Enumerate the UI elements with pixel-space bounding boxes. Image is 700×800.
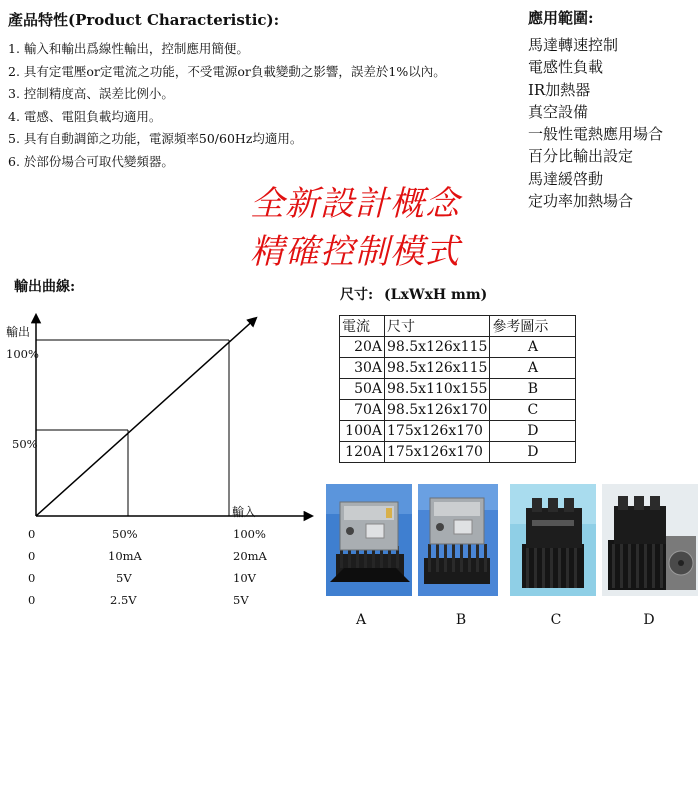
cell-current: 100A [340,421,385,442]
application-item: IR加熱器 [528,80,591,99]
cell-current: 70A [340,400,385,421]
table-row [340,337,576,358]
cell-reference: C [490,400,576,421]
characteristic-item: 4. 電感、電阻負載均適用。 [8,108,162,124]
header-current: 電流 [340,316,385,337]
photo-label-b: B [455,612,467,628]
characteristic-item: 3. 控制精度高、誤差比例小。 [8,86,174,101]
applications-title: 應用範圍: [528,9,594,27]
x-tick: 50% [112,527,138,541]
characteristic-item: 2. 具有定電壓or定電流之功能，不受電源or負載變動之影響，誤差於1%以內。 [8,63,446,79]
x-tick: 5V [233,593,249,607]
cell-reference: D [490,421,576,442]
cell-current: 20A [340,337,385,358]
size-title-label: 尺寸: [340,287,374,303]
cell-size: 175x126x170 [385,421,490,442]
product-photo-d [602,484,698,596]
table-row [340,400,576,421]
cell-size: 98.5x126x115 [385,358,490,379]
application-item: 百分比輸出設定 [528,147,634,166]
table-row [340,442,576,463]
x-tick: 10V [233,571,256,585]
product-photo-a [326,484,412,596]
photo-label-d: D [643,612,655,628]
cell-size: 98.5x126x115 [385,337,490,358]
photo-label-a: A [355,612,367,628]
slogan-line-2: 精確控制模式 [250,232,460,272]
x-tick: 0 [28,571,36,585]
y-tick-100: 100% [6,347,39,361]
application-item: 一般性電熱應用場合 [528,125,664,144]
slogan-line-1: 全新設計概念 [250,184,460,224]
output-curve-title: 輸出曲線: [14,279,76,295]
characteristic-item: 1. 輸入和輸出爲線性輸出，控制應用簡便。 [8,41,249,56]
cell-reference: D [490,442,576,463]
cell-size: 98.5x126x170 [385,400,490,421]
cell-current: 120A [340,442,385,463]
table-row [340,421,576,442]
y-tick-50: 50% [12,437,38,451]
cell-reference: B [490,379,576,400]
x-tick: 0 [28,593,36,607]
x-tick: 5V [116,571,132,585]
y-axis-label: 輸出 [6,325,31,339]
cell-current: 50A [340,379,385,400]
table-row [340,358,576,379]
size-unit: (LxWxH mm) [384,287,488,303]
output-curve-chart [0,305,320,535]
x-tick: 10mA [108,549,142,563]
cell-current: 30A [340,358,385,379]
characteristics-title: 產品特性(Product Characteristic): [8,11,280,29]
cell-size: 98.5x110x155 [385,379,490,400]
cell-size: 175x126x170 [385,442,490,463]
photo-label-c: C [550,612,562,628]
x-tick: 20mA [233,549,267,563]
header-size: 尺寸 [385,316,490,337]
product-photo-b [418,484,498,596]
application-item: 真空設備 [528,102,589,121]
application-item: 馬達轉速控制 [528,36,619,54]
characteristics-list [8,38,446,173]
product-photo-c [510,484,596,596]
size-table [339,315,576,463]
characteristic-item: 6. 於部份場合可取代變頻器。 [8,153,174,169]
table-header-row [340,316,576,337]
x-tick: 100% [233,527,266,541]
x-tick: 0 [28,549,36,563]
cell-reference: A [490,358,576,379]
header-reference: 參考圖示 [490,316,576,337]
cell-reference: A [490,337,576,358]
x-axis-label: 輸入 [232,505,257,519]
size-table-title [340,284,487,304]
application-item: 電感性負載 [528,58,604,77]
x-tick: 0 [28,527,36,541]
linear-output-line [36,318,256,516]
table-row [340,379,576,400]
characteristic-item: 5. 具有自動調節之功能，電源頻率50/60Hz均適用。 [8,131,303,146]
application-item: 定功率加熱場合 [528,192,634,211]
application-item: 馬達緩啓動 [528,169,604,188]
applications-list [528,34,663,212]
x-tick: 2.5V [110,593,137,607]
